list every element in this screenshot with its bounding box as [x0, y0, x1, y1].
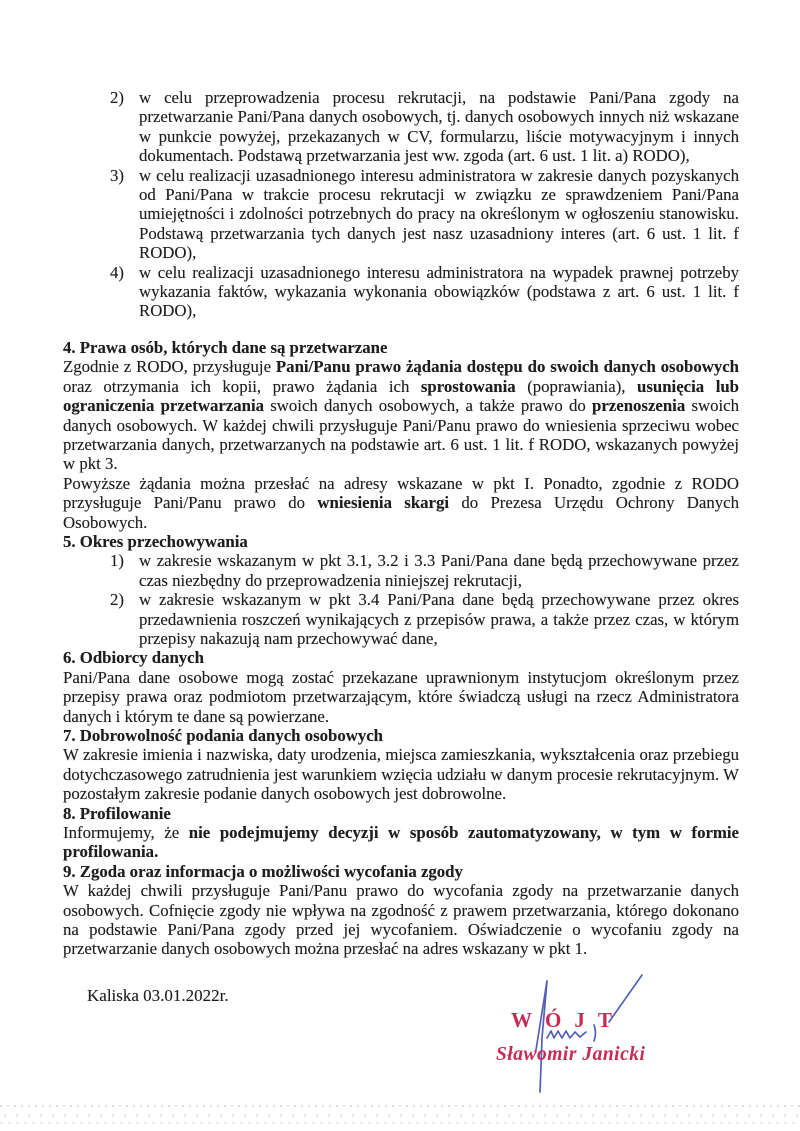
- section-5-heading: 5. Okres przechowywania: [63, 531, 248, 551]
- stamp-title: WÓJT: [511, 1008, 625, 1032]
- list-item-text: w celu przeprowadzenia procesu rekrutacji, na podstawie Pani/Pana zgody na przetwarzanie Pani/Pana danych osobowych, tj. danych osobowych innych niż wskazane w punkcie powyżej, przekazanych w CV, formularzu, liście motywacyjnym i innych dokumentach. Podstawą przetwarzania jest ww. zgoda (art. 6 ust. 1 lit. a) RODO),: [139, 88, 739, 166]
- list-item-text: w celu realizacji uzasadnionego interesu administratora w zakresie danych pozyskanych od Pani/Pana w trakcie procesu rekrutacji w związku ze sprawdzeniem Pani/Pana umiejętności i zdolności potrzebnych do pracy na określonym w ogłoszeniu stanowisku. Podstawą przetwarzania tych danych jest nasz uzasadniony interes (art. 6 ust. 1 lit. f RODO),: [139, 165, 739, 263]
- section-7-paragraph: W zakresie imienia i nazwiska, daty urodzenia, miejsca zamieszkania, wykształcenia oraz przebiegu dotychczasowego zatrudnienia jest warunkiem wzięcia udziału w danym procesie rekrutacyjnym. W pozostałym zakresie podanie danych osobowych jest dobrowolne.: [63, 745, 739, 804]
- section-5-item-1: [63, 551, 739, 590]
- signature-vertical-stroke: [536, 981, 547, 1092]
- list-item-number: 1): [110, 551, 124, 571]
- list-item-number: 2): [110, 590, 124, 610]
- place-and-date: Kaliska 03.01.2022r.: [87, 986, 229, 1005]
- section-4-heading: 4. Prawa osób, których dane są przetwarzane: [63, 337, 388, 357]
- signer-name: Sławomir Janicki: [496, 1044, 646, 1065]
- list-item-text: w zakresie wskazanym w pkt 3.4 Pani/Pana dane będą przechowywane przez okres przedawnienia roszczeń wynikających z przepisów prawa, a także przez czas, w którym przepisy nakazują nam przechowywać dane,: [139, 590, 739, 648]
- list-item-2: [63, 88, 739, 166]
- list-item-number: 4): [110, 262, 124, 282]
- section-5-item-2: [63, 590, 739, 648]
- section-7-heading: 7. Dobrowolność podania danych osobowych: [63, 726, 384, 745]
- section-6-paragraph: Pani/Pana dane osobowe mogą zostać przekazane uprawnionym instytucjom określonym przez przepisy prawa oraz podmiotom przetwarzającym, które świadczą usługi na rzecz Administratora danych i którym te dane są powierzane.: [63, 667, 739, 726]
- section-4-paragraph-1: Zgodnie z RODO, przysługuje Pani/Panu prawo żądania dostępu do swoich danych osobowych oraz otrzymania ich kopii, prawo żądania ich sprostowania (poprawiania), usunięcia lub ograniczenia przetwarzania swoich danych osobowych, a także prawo do przenoszenia swoich danych osobowych. W każdej chwili przysługuje Pani/Panu prawo do wniesienia sprzeciwu wobec przetwarzania danych, przetwarzanych na podstawie art. 6 ust. 1 lit. f RODO, wskazanych powyżej w pkt 3.: [63, 357, 740, 474]
- list-item-3: [63, 166, 739, 263]
- section-6-heading: 6. Odbiorcy danych: [63, 648, 204, 668]
- list-item-number: 2): [110, 88, 124, 107]
- section-9-heading: 9. Zgoda oraz informacja o możliwości wycofania zgody: [63, 861, 463, 881]
- signature-block: [483, 950, 693, 1100]
- section-9-paragraph: W każdej chwili przysługuje Pani/Panu prawo do wycofania zgody na przetwarzanie danych osobowych. Cofnięcie zgody nie wpływa na zgodność z prawem przetwarzania, którego dokonano na podstawie Pani/Pana zgody przed jej wycofaniem. Oświadczenie o wycofaniu zgody na przetwarzanie danych osobowych można przesłać na adres wskazany w pkt 1.: [63, 881, 739, 959]
- list-item-4: [63, 263, 739, 321]
- scan-noise-artifact: [0, 1091, 800, 1131]
- list-item-number: 3): [110, 165, 124, 185]
- section-8-heading: 8. Profilowanie: [63, 803, 171, 823]
- list-item-text: w zakresie wskazanym w pkt 3.1, 3.2 i 3.3 Pani/Pana dane będą przechowywane przez czas niezbędny do przeprowadzenia niniejszej rekrutacji,: [139, 551, 739, 590]
- section-8-paragraph: Informujemy, że nie podejmujemy decyzji w sposób zautomatyzowany, w tym w formie profilowania.: [63, 823, 739, 862]
- section-4-paragraph-2: Powyższe żądania można przesłać na adresy wskazane w pkt I. Ponadto, zgodnie z RODO przysługuje Pani/Panu prawo do wniesienia skargi do Prezesa Urzędu Ochrony Danych Osobowych.: [63, 473, 739, 532]
- document-body: [63, 88, 739, 959]
- list-item-text: w celu realizacji uzasadnionego interesu administratora na wypadek prawnej potrzeby wykazania faktów, wykazania wykonania obowiązków (podstawa z art. 6 ust. 1 lit. f RODO),: [139, 262, 739, 321]
